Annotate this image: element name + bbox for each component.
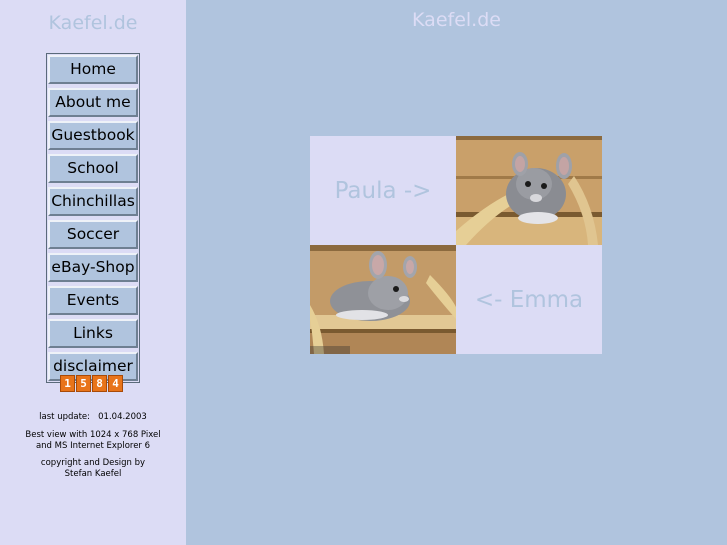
last-update-value: 01.04.2003 <box>98 412 147 422</box>
paula-photo[interactable] <box>456 136 602 245</box>
best-view-line-2: and MS Internet Explorer 6 <box>35 441 151 451</box>
copyright-note <box>0 458 186 480</box>
visitor-counter <box>60 375 123 393</box>
counter-digit: 5 <box>76 375 91 392</box>
counter-digit: 8 <box>92 375 107 392</box>
copyright-line-2: Stefan Kaefel <box>64 469 122 479</box>
paula-label: Paula -> <box>310 136 456 245</box>
last-update <box>0 412 186 423</box>
nav-home[interactable]: Home <box>48 55 138 84</box>
nav-soccer[interactable]: Soccer <box>48 220 138 249</box>
counter-digit: 4 <box>108 375 123 392</box>
best-view-line-1: Best view with 1024 x 768 Pixel <box>25 430 161 440</box>
sidebar-site-title: Kaefel.de <box>48 12 138 34</box>
nav-chinchillas[interactable]: Chinchillas <box>48 187 138 216</box>
nav-menu <box>46 53 140 383</box>
chinchilla-emma-image <box>310 245 456 354</box>
best-view-note <box>0 430 186 452</box>
emma-photo[interactable] <box>310 245 456 354</box>
nav-about-me[interactable]: About me <box>48 88 138 117</box>
sidebar <box>0 0 186 545</box>
nav-disclaimer[interactable]: disclaimer <box>48 352 138 381</box>
chinchilla-paula-image <box>456 136 602 245</box>
last-update-label: last update: <box>39 412 91 422</box>
nav-links[interactable]: Links <box>48 319 138 348</box>
chinchilla-grid <box>310 136 602 354</box>
nav-school[interactable]: School <box>48 154 138 183</box>
nav-events[interactable]: Events <box>48 286 138 315</box>
emma-label: <- Emma <box>456 245 602 354</box>
nav-ebay-shop[interactable]: eBay-Shop <box>48 253 138 282</box>
main-site-title: Kaefel.de <box>412 9 501 31</box>
copyright-line-1: copyright and Design by <box>40 458 146 468</box>
counter-digit: 1 <box>60 375 75 392</box>
nav-guestbook[interactable]: Guestbook <box>48 121 138 150</box>
